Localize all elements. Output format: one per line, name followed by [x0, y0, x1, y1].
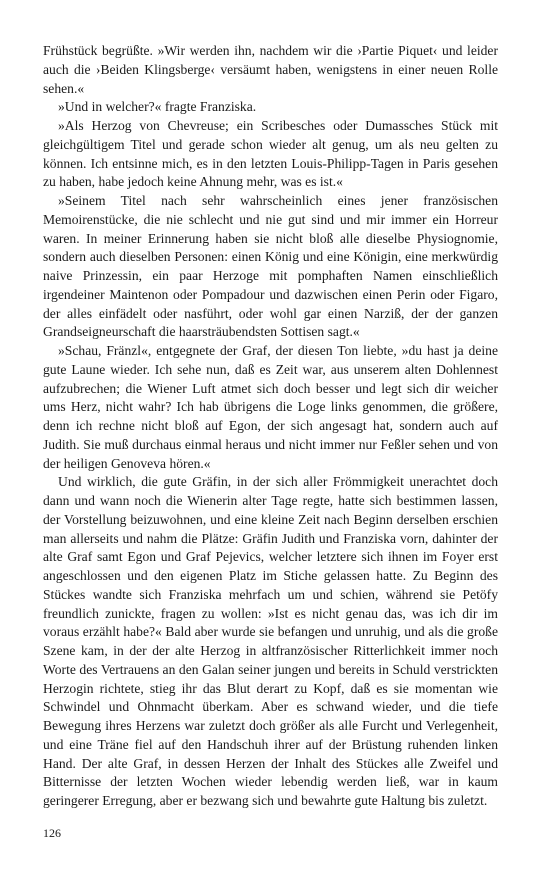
paragraph: Und wirklich, die gute Gräfin, in der sich aller Frömmigkeit unerachtet doch dann und wann noch die Wienerin alter Tage regte, hatte sich bestimmen lassen, der Vorstellung beizuwohnen, und eine kleine Zeit nach Beginn derselben erschien man allerseits und nahm die Plätze: Gräfin Judith und Franziska vorn, dahinter der alte Graf samt Egon und Graf Pejevics, welcher letztere sich ihnen im Foyer erst angeschlossen und den eigenen Platz im Stiche gelassen hatte. Zu Beginn des Stückes wandte sich Franziska mehrfach um und schien, während sie Petöfy freundlich zunickte, fragen zu wollen: »Ist es nicht genau das, was ich dir im voraus erzählt habe?« Bald aber wurde sie befangen und unruhig, und als die große Szene kam, in der der alte Herzog in altfranzösischer Ritterlichkeit immer noch Worte des Vertrauens an den Galan seiner jungen und bereits in Schuld verstrickten Herzogin richtete, stieg ihr das Blut derart zu Kopf, daß es sie momentan wie Schwindel und Ohnmacht überkam. Aber es schwand wieder, und die tiefe Bewegung ihres Herzens war zuletzt doch größer als alle Furcht und Verlegenheit, und eine Träne fiel auf den Handschuh ihrer auf der Brüstung ruhenden linken Hand. Der alte Graf, in dessen Herzen der Inhalt des Stückes alle Zweifel und Bitternisse der letzten Wochen wieder lebendig werden ließ, war in kaum geringerer Erregung, aber er bezwang sich und bewahrte gute Haltung bis zuletzt. — [43, 474, 498, 808]
paragraph: »Seinem Titel nach sehr wahrscheinlich eines jener französischen Memoirenstücke, die nie schlecht und nie gut sind und mir immer ein Horreur waren. In meiner Erinnerung haben sie nicht bloß alle dieselbe Physiognomie, sondern auch dieselben Personen: einen König und eine Königin, eine merkwürdig naive Prinzessin, ein paar Herzoge mit pomphaften Namen einschließlich irgendeiner Maintenon oder Pompadour und dazwischen einen Perin oder Figaro, der alles einfädelt oder nasführt, oder wohl gar einen Narziß, der der ganzen Grandseigneurschaft die haarsträubendsten Sottisen sagt.« — [43, 193, 498, 340]
paragraph: »Als Herzog von Chevreuse; ein Scribesches oder Dumassches Stück mit gleichgültigem Titel und gerade schon wieder alt genug, um als neu gelten zu können. Ich entsinne mich, es in den letzten Louis-Philipp-Tagen in Paris gesehen zu haben, habe jedoch keine Ahnung mehr, was es ist.« — [43, 118, 498, 190]
paragraph: »Und in welcher?« fragte Franziska. — [58, 99, 257, 115]
body-text — [43, 42, 498, 811]
paragraph: Frühstück begrüßte. »Wir werden ihn, nachdem wir die ›Partie Piquet‹ und leider auch die ›Beiden Klingsberge‹ versäumt haben, wenigstens in einer neuen Rolle sehen.« — [43, 43, 498, 96]
page-number: 126 — [43, 826, 61, 840]
paragraph: »Schau, Fränzl«, entgegnete der Graf, der diesen Ton liebte, »du hast ja deine gute Laune wieder. Ich sehe nun, daß es Zeit war, aus unserem alten Dohlennest aufzubrechen; die Wiener Luft atmet sich doch besser und legt sich dir weicher ums Herz, nicht wahr? Ich hab übrigens die Loge links genommen, die größere, denn ich rechne nicht bloß auf Egon, der sich angesagt hat, sondern auch auf Judith. Sie muß durchaus einmal heraus und nicht immer nur Feßler sehen und von der heiligen Genoveva hören.« — [43, 343, 498, 471]
